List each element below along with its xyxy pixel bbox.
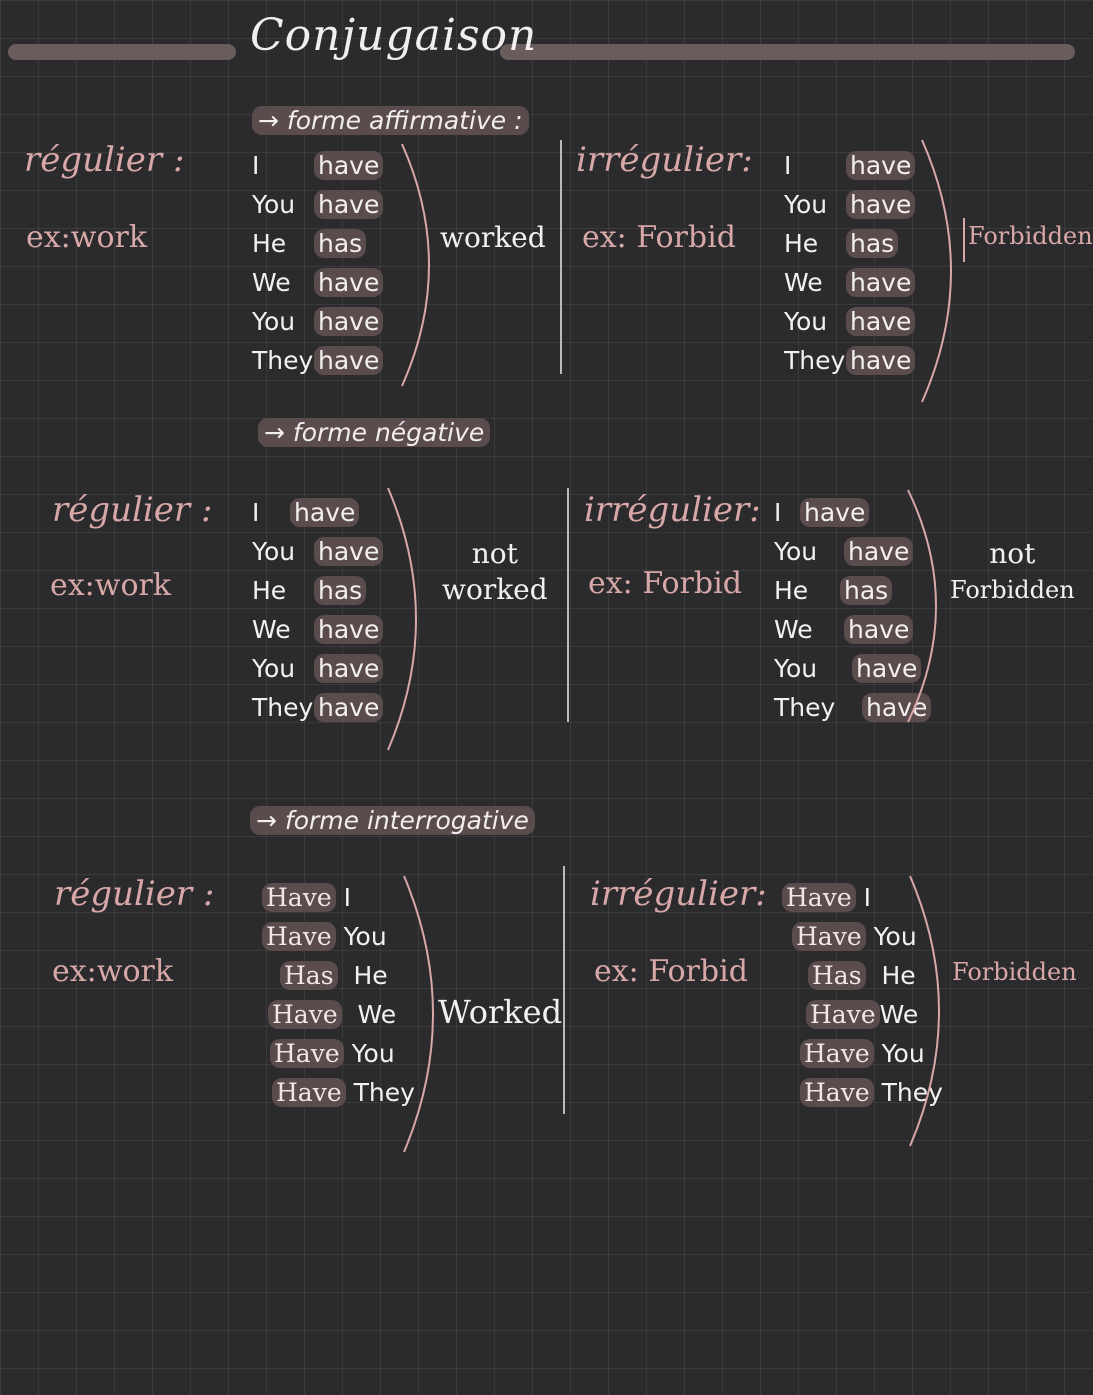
aff-irregular-label: irrégulier: [576,140,753,180]
verb: Have [806,1000,880,1029]
int-irregular-result: Forbidden [952,958,1077,986]
neg-regular-result-verb: worked [442,573,548,606]
verb: have [852,654,921,683]
verb: Have [262,883,336,912]
verb: have [314,654,383,683]
heading-negative [258,418,490,447]
subject: You [343,922,387,951]
conj-row [262,995,415,1034]
aff-irregular-bracket [918,136,962,406]
int-regular-conjugation [262,878,415,1112]
subject: We [879,1000,919,1029]
verb: Has [808,961,866,990]
aff-regular-example: ex:work [26,220,148,255]
subject: I [784,151,792,180]
verb: has [846,229,898,258]
neg-regular-example: ex:work [50,568,172,603]
page-title: Conjugaison [250,10,538,61]
conj-row [262,1073,415,1112]
heading-negative-text: → forme négative [258,418,490,447]
verb: have [800,498,869,527]
verb: have [314,268,383,297]
subject: You [784,190,828,219]
subject: They [784,346,846,375]
verb: have [862,693,931,722]
neg-regular-bracket [384,484,428,754]
conj-row [252,610,383,649]
aff-regular-label: régulier : [24,140,185,180]
subject: He [252,576,287,605]
subject: You [252,537,296,566]
subject: You [774,537,818,566]
subject: You [252,190,296,219]
aff-irregular-result: Forbidden [968,222,1093,250]
subject: He [784,229,819,258]
conj-row [262,917,415,956]
heading-interrogative-text: → forme interrogative [250,806,535,835]
subject: He [881,961,916,990]
aff-regular-conjugation [252,146,383,380]
conj-row [784,224,915,263]
subject: You [351,1039,395,1068]
verb: Have [268,1000,342,1029]
conj-row [784,341,915,380]
verb: have [314,693,383,722]
neg-divider [567,488,569,722]
verb: have [846,190,915,219]
int-regular-label: régulier : [54,874,215,914]
neg-regular-result-not: not [471,537,518,570]
heading-affirmative-text: → forme affirmative : [252,106,529,135]
subject: They [252,693,314,722]
aff-regular-bracket [398,140,442,390]
subject: They [881,1078,943,1107]
verb: have [846,151,915,180]
subject: You [252,307,296,336]
conj-row [252,341,383,380]
verb: Have [272,1078,346,1107]
heading-affirmative [252,106,529,135]
conj-row [252,263,383,302]
subject: We [784,268,823,297]
verb: Have [270,1039,344,1068]
conj-row [262,878,415,917]
conj-row [784,146,915,185]
verb: have [314,151,383,180]
neg-irregular-example: ex: Forbid [588,566,742,601]
neg-irregular-result-verb: Forbidden [950,576,1075,604]
conj-row [252,571,383,610]
conj-row [252,185,383,224]
conj-row [252,302,383,341]
conj-row [252,688,383,727]
subject: You [252,654,296,683]
verb: have [846,346,915,375]
subject: You [873,922,917,951]
conj-row [262,1034,415,1073]
conj-row [252,649,383,688]
subject: I [252,151,260,180]
subject: We [774,615,813,644]
verb: have [314,537,383,566]
aff-divider [560,140,562,374]
conj-row [784,302,915,341]
verb: have [844,537,913,566]
verb: have [846,307,915,336]
verb: Has [280,961,338,990]
conj-row [252,224,383,263]
subject: We [252,615,291,644]
verb: has [314,576,366,605]
title-bar-right [500,44,1075,60]
verb: has [840,576,892,605]
conj-row [784,185,915,224]
verb: Have [792,922,866,951]
verb: have [314,307,383,336]
verb: have [290,498,359,527]
neg-regular-conjugation [252,493,383,727]
subject: He [774,576,809,605]
neg-irregular-bracket [904,486,948,726]
subject: You [784,307,828,336]
subject: You [774,654,818,683]
conj-row [252,146,383,185]
verb: Have [782,883,856,912]
int-divider [563,866,565,1114]
aff-irregular-conjugation [784,146,915,380]
aff-regular-result: worked [440,221,546,254]
subject: I [774,498,782,527]
subject: I [343,883,351,912]
heading-interrogative [250,806,535,835]
conj-row [252,493,383,532]
subject: They [252,346,314,375]
int-irregular-example: ex: Forbid [594,954,748,989]
verb: have [314,190,383,219]
conj-row [262,956,415,995]
subject: They [774,693,836,722]
verb: have [314,346,383,375]
int-regular-example: ex:work [52,954,174,989]
subject: He [353,961,388,990]
neg-regular-result [442,536,548,608]
subject: He [252,229,287,258]
verb: Have [800,1039,874,1068]
neg-regular-label: régulier : [52,490,213,530]
verb: have [844,615,913,644]
conj-row [784,263,915,302]
subject: I [863,883,871,912]
aff-irregular-result-bar [963,218,965,262]
title-bar-left [8,44,236,60]
verb: have [846,268,915,297]
subject: We [357,1000,397,1029]
neg-irregular-label: irrégulier: [584,490,761,530]
conj-row [252,532,383,571]
verb: have [314,615,383,644]
neg-irregular-result [950,536,1075,608]
aff-irregular-example: ex: Forbid [582,220,736,255]
verb: Have [262,922,336,951]
neg-irregular-result-not: not [989,537,1036,570]
verb: has [314,229,366,258]
subject: You [881,1039,925,1068]
int-irregular-bracket [906,872,950,1150]
int-regular-result: Worked [438,993,563,1031]
verb: Have [800,1078,874,1107]
subject: I [252,498,260,527]
subject: We [252,268,291,297]
int-irregular-label: irrégulier: [590,874,767,914]
subject: They [353,1078,415,1107]
